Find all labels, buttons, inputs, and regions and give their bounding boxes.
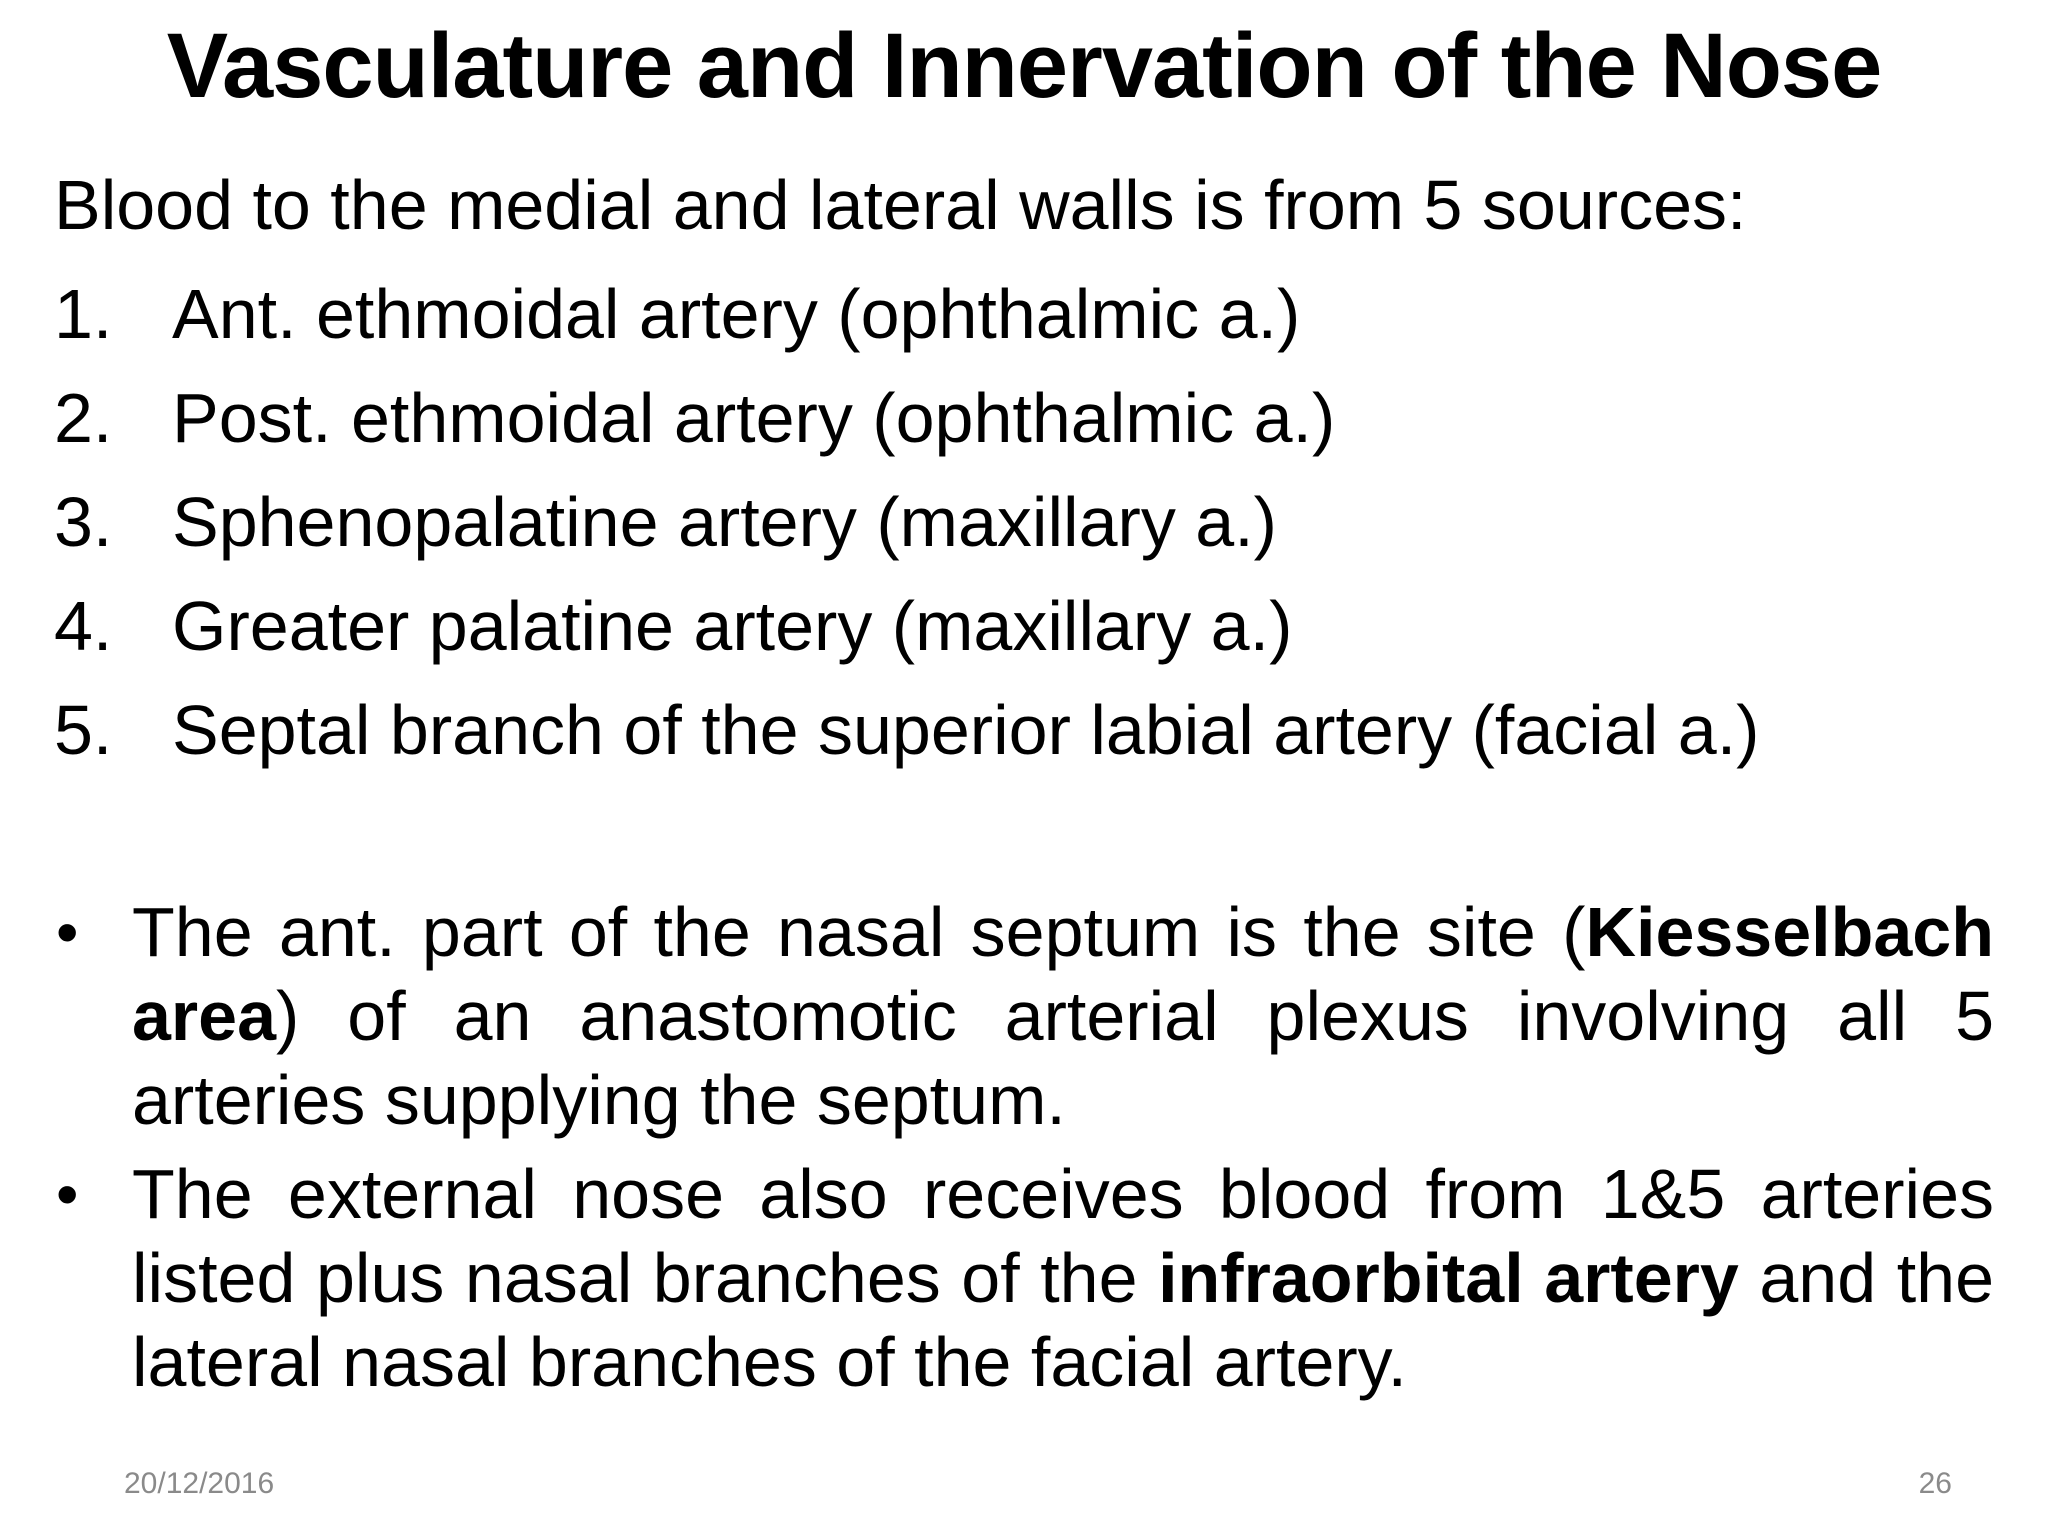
intro-text: Blood to the medial and lateral walls is from 5 sources: <box>54 166 1747 244</box>
bullet-text: and the lateral nasal branches of the facial artery. <box>132 1239 1995 1401</box>
bullet-list <box>54 890 1994 1414</box>
source-item-1 <box>54 262 1759 366</box>
source-item-3 <box>54 470 1759 574</box>
bullet-marker: • <box>56 896 79 968</box>
source-text: Post. ethmoidal artery (ophthalmic a.) <box>172 379 1336 457</box>
bullet-text: The ant. part of the nasal septum is the site ( <box>132 893 1586 971</box>
bullet-marker: • <box>56 1158 79 1230</box>
bullet-item-kiesselbach <box>54 890 1994 1142</box>
source-item-4 <box>54 574 1759 678</box>
source-number: 3. <box>54 483 113 561</box>
bullet-bold-term: infraorbital artery <box>1158 1239 1739 1317</box>
source-number: 2. <box>54 379 113 457</box>
bullet-text: ) of an anastomotic arterial plexus involving all 5 arteries supplying the septum. <box>132 977 1994 1139</box>
source-number: 5. <box>54 691 113 769</box>
sources-list <box>54 262 1759 782</box>
footer-date: 20/12/2016 <box>124 1467 275 1500</box>
source-text: Ant. ethmoidal artery (ophthalmic a.) <box>172 275 1301 353</box>
source-item-5 <box>54 678 1759 782</box>
bullet-text: The external nose also receives blood from 1&5 arteries listed plus nasal branches of the <box>132 1155 1994 1317</box>
source-number: 1. <box>54 275 113 353</box>
bullet-bold-term: Kiesselbach area <box>132 893 1994 1055</box>
slide-title: Vasculature and Innervation of the Nose <box>166 15 1882 117</box>
source-item-2 <box>54 366 1759 470</box>
source-text: Septal branch of the superior labial artery (facial a.) <box>172 691 1760 769</box>
page-number: 26 <box>1918 1467 1952 1500</box>
bullet-item-external-nose <box>54 1152 1994 1404</box>
source-text: Greater palatine artery (maxillary a.) <box>172 587 1293 665</box>
source-text: Sphenopalatine artery (maxillary a.) <box>172 483 1277 561</box>
source-number: 4. <box>54 587 113 665</box>
